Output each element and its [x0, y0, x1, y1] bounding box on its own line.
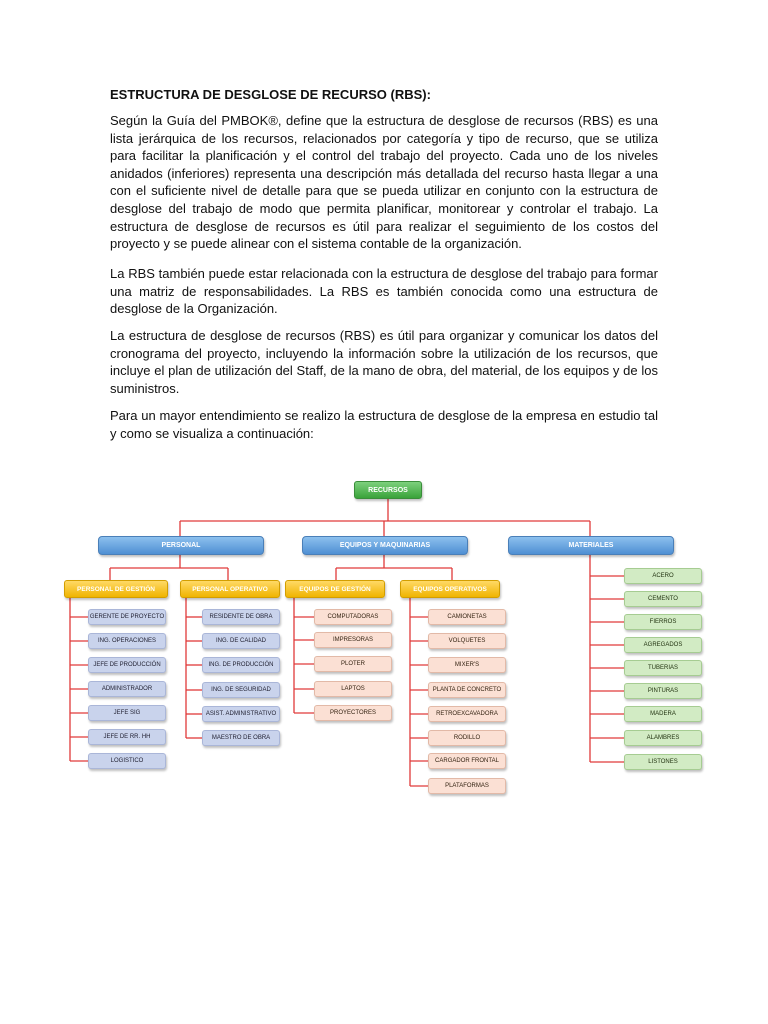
node-equipos-operativos-item: RODILLO — [428, 730, 506, 746]
node-equipos-maquinarias: EQUIPOS Y MAQUINARIAS — [302, 536, 468, 555]
node-personal-gestion-item: JEFE SIG — [88, 705, 166, 721]
node-equipos-operativos-item: MIXER'S — [428, 657, 506, 673]
document-title: ESTRUCTURA DE DESGLOSE DE RECURSO (RBS): — [110, 87, 431, 102]
node-personal-gestion: PERSONAL DE GESTIÓN — [64, 580, 168, 598]
node-recursos: RECURSOS — [354, 481, 422, 499]
node-materiales-item: MADERA — [624, 706, 702, 722]
node-personal-gestion-item: ING. OPERACIONES — [88, 633, 166, 649]
node-equipos-gestion: EQUIPOS DE GESTIÓN — [285, 580, 385, 598]
node-equipos-operativos-item: VOLQUETES — [428, 633, 506, 649]
node-equipos-operativos-item: CARGADOR FRONTAL — [428, 753, 506, 769]
node-materiales-item: LISTONES — [624, 754, 702, 770]
node-personal-operativo-item: ASIST. ADMINISTRATIVO — [202, 706, 280, 722]
node-materiales-item: ALAMBRES — [624, 730, 702, 746]
node-equipos-gestion-item: PROYECTORES — [314, 705, 392, 721]
node-materiales: MATERIALES — [508, 536, 674, 555]
paragraph-3: La estructura de desglose de recursos (RBS) es útil para organizar y comunicar los datos del cronograma del proyecto, incluyendo la información sobre la utilización de los recursos, que incluye el plan de utilización del Staff, de la mano de obra, del material, de los equipos y de los suministros. — [110, 328, 658, 396]
node-personal-gestion-item: JEFE DE RR. HH — [88, 729, 166, 745]
node-materiales-item: CEMENTO — [624, 591, 702, 607]
paragraph-2: La RBS también puede estar relacionada con la estructura de desglose del trabajo para formar una matriz de responsabilidades. La RBS es también conocida como una estructura de desglose de la Organización. — [110, 266, 658, 317]
node-personal-operativo-item: ING. DE CALIDAD — [202, 633, 280, 649]
node-personal-operativo-item: RESIDENTE DE OBRA — [202, 609, 280, 625]
node-materiales-item: ACERO — [624, 568, 702, 584]
node-equipos-gestion-item: LAPTOS — [314, 681, 392, 697]
node-personal-gestion-item: ADMINISTRADOR — [88, 681, 166, 697]
node-equipos-gestion-item: PLOTER — [314, 656, 392, 672]
node-personal: PERSONAL — [98, 536, 264, 555]
node-materiales-item: PINTURAS — [624, 683, 702, 699]
node-equipos-gestion-item: COMPUTADORAS — [314, 609, 392, 625]
node-personal-gestion-item: LOGISTICO — [88, 753, 166, 769]
node-personal-operativo-item: ING. DE PRODUCCIÓN — [202, 657, 280, 673]
node-equipos-operativos: EQUIPOS OPERATIVOS — [400, 580, 500, 598]
node-materiales-item: AGREGADOS — [624, 637, 702, 653]
node-equipos-operativos-item: RETROEXCAVADORA — [428, 706, 506, 722]
node-equipos-operativos-item: PLATAFORMAS — [428, 778, 506, 794]
node-personal-operativo: PERSONAL OPERATIVO — [180, 580, 280, 598]
node-equipos-gestion-item: IMPRESORAS — [314, 632, 392, 648]
node-personal-operativo-item: ING. DE SEGURIDAD — [202, 682, 280, 698]
node-equipos-operativos-item: PLANTA DE CONCRETO — [428, 682, 506, 698]
node-personal-gestion-item: JEFE DE PRODUCCIÓN — [88, 657, 166, 673]
node-materiales-item: TUBERIAS — [624, 660, 702, 676]
node-materiales-item: FIERROS — [624, 614, 702, 630]
paragraph-1: Según la Guía del PMBOK®, define que la estructura de desglose de recursos (RBS) es una lista jerárquica de los recursos, relacionados por categoría y tipo de recurso, que se utiliza para facilitar la planificación y el control del trabajo del proyecto. Cada uno de los niveles anidados (inferiores) representa una descripción más detallada del recurso hasta llegar a una con el suficiente nivel de detalle para que se pueda utilizar en conjunto con la estructura de desglose del trabajo de modo que permita planificar, monitorear y controlar el trabajo. La estructura de desglose de recursos es útil para realizar el seguimiento de los costos del proyecto y se puede alinear con el sistema contable de la organización. — [110, 113, 658, 252]
node-personal-gestion-item: GERENTE DE PROYECTO — [88, 609, 166, 625]
node-personal-operativo-item: MAESTRO DE OBRA — [202, 730, 280, 746]
node-equipos-operativos-item: CAMIONETAS — [428, 609, 506, 625]
paragraph-4: Para un mayor entendimiento se realizo la estructura de desglose de la empresa en estudio tal y como se visualiza a continuación: — [110, 408, 658, 441]
